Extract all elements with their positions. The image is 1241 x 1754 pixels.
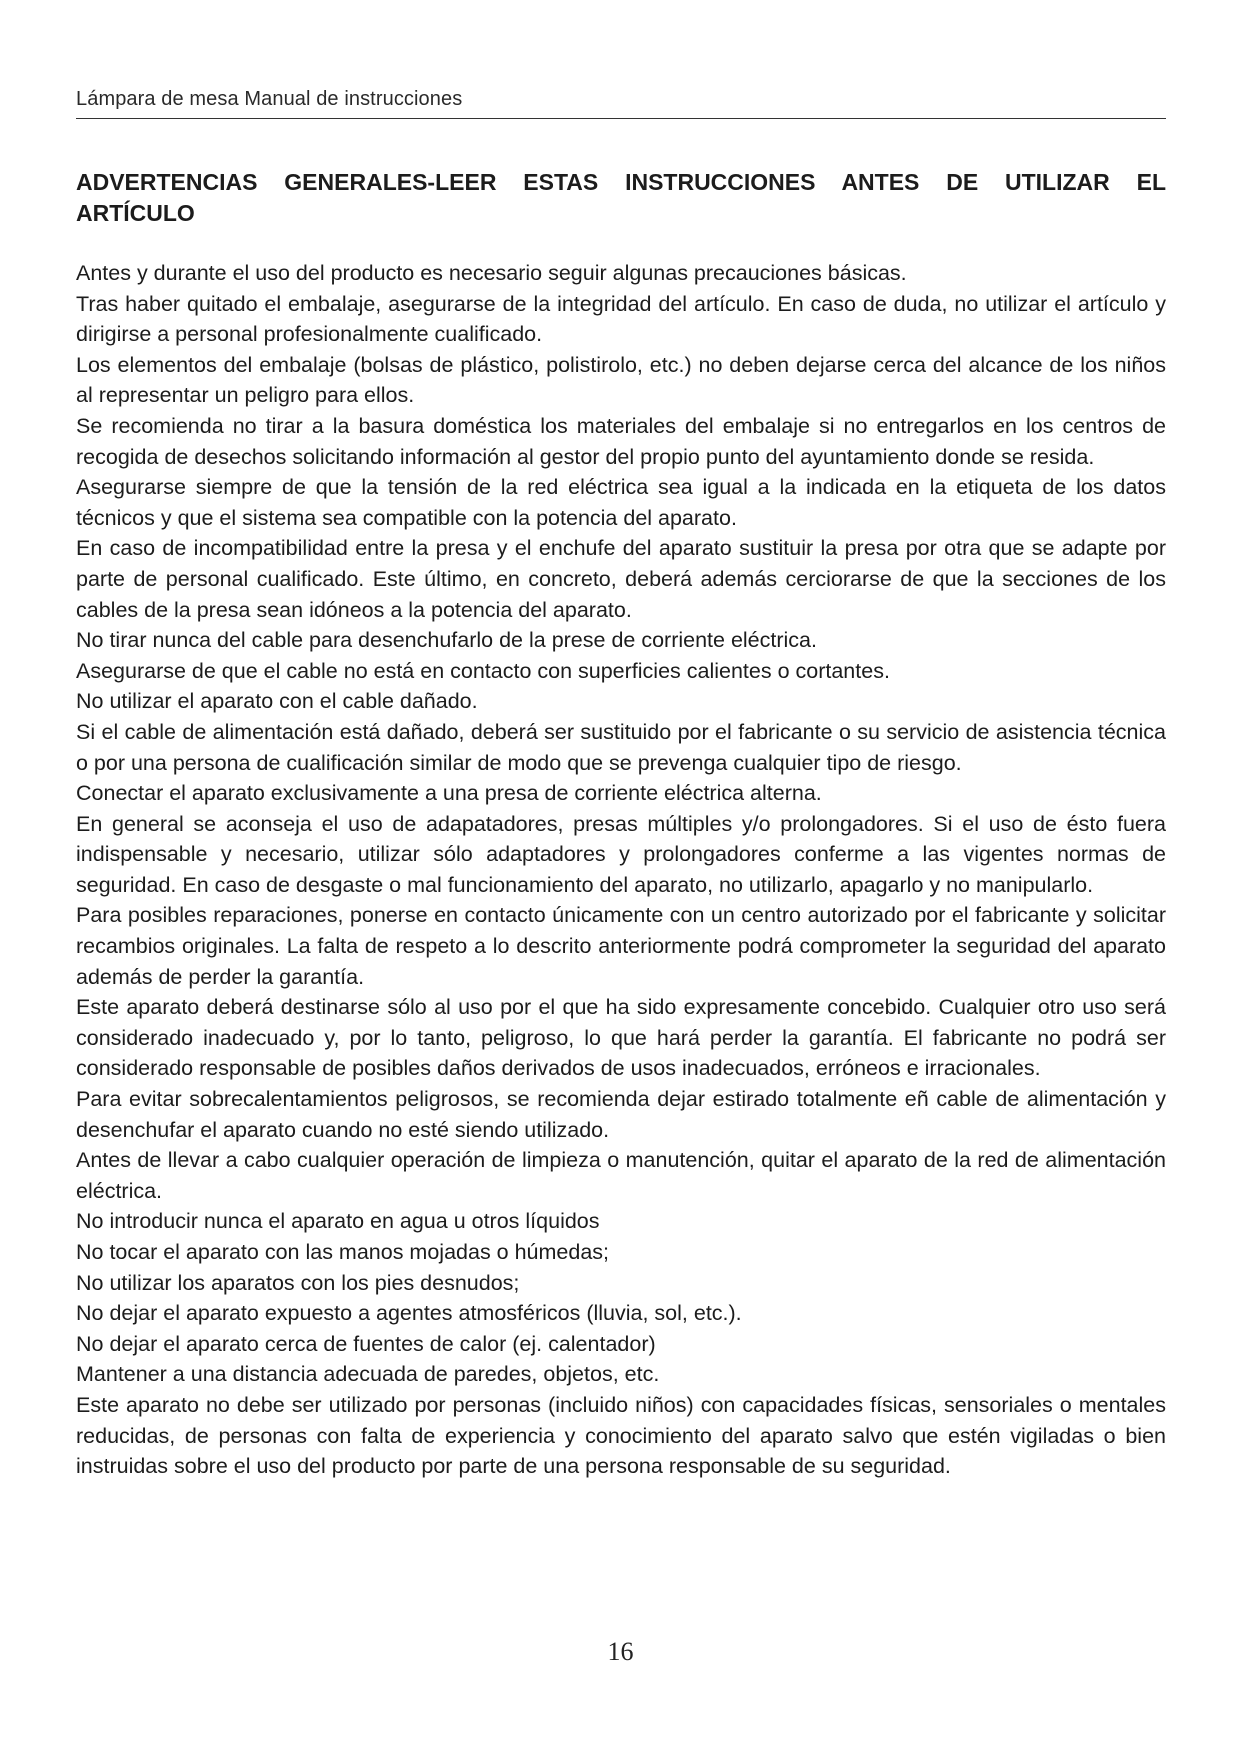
paragraph: Si el cable de alimentación está dañado, deberá ser sustituido por el fabricante o su servicio de asistencia técnica o por una persona de cualificación similar de modo que se prevenga cualquier tipo de riesgo. [76,719,1166,775]
paragraph: Asegurarse siempre de que la tensión de la red eléctrica sea igual a la indicada en la etiqueta de los datos técnicos y que el sistema sea compatible con la potencia del aparato. [76,475,1166,530]
paragraph: No dejar el aparato cerca de fuentes de calor (ej. calentador) [76,1331,656,1356]
paragraph: No tirar nunca del cable para desenchufarlo de la prese de corriente eléctrica. [76,628,817,653]
page-number: 16 [607,1637,634,1666]
paragraph: Antes y durante el uso del producto es necesario seguir algunas precauciones básicas. [76,261,907,285]
paragraph: Los elementos del embalaje (bolsas de plástico, polistirolo, etc.) no deben dejarse cerca del alcance de los niños al representar un peligro para ellos. [76,352,1166,408]
running-header: Lámpara de mesa Manual de instrucciones [76,88,463,110]
paragraph: Este aparato deberá destinarse sólo al uso por el que ha sido expresamente concebido. Cualquier otro uso será considerado inadecuado y, por lo tanto, peligroso, lo que hará perder la garantía. El fabricante no podrá ser considerado responsable de posibles daños derivados de usos inadecuados, erróneos e irracionales. [76,995,1166,1081]
paragraph: Mantener a una distancia adecuada de paredes, objetos, etc. [76,1362,660,1387]
warnings-body [76,258,1166,1482]
paragraph: Para posibles reparaciones, ponerse en contacto únicamente con un centro autorizado por el fabricante y solicitar recambios originales. La falta de respeto a lo descrito anteriormente podrá comprometer la seguridad del aparato además de perder la garantía. [76,903,1166,989]
paragraph: No introducir nunca el aparato en agua u otros líquidos [76,1209,600,1234]
paragraph: No utilizar los aparatos con los pies desnudos; [76,1270,520,1295]
paragraph: En caso de incompatibilidad entre la presa y el enchufe del aparato sustituir la presa por otra que se adapte por parte de personal cualificado. Este último, en concreto, deberá además cerciorarse de que la secciones de los cables de la presa sean idóneos a la potencia del aparato. [76,536,1166,622]
header-divider [76,118,1166,119]
paragraph: Para evitar sobrecalentamientos peligrosos, se recomienda dejar estirado totalmente eñ cable de alimentación y desenchufar el aparato cuando no esté siendo utilizado. [76,1087,1166,1142]
paragraph: No utilizar el aparato con el cable dañado. [76,689,478,714]
paragraph: Asegurarse de que el cable no está en contacto con superficies calientes o cortantes. [76,658,890,683]
paragraph: No dejar el aparato expuesto a agentes atmosféricos (lluvia, sol, etc.). [76,1301,742,1326]
paragraph: Se recomienda no tirar a la basura doméstica los materiales del embalaje si no entregarlos en los centros de recogida de desechos solicitando información al gestor del propio punto del ayuntamiento donde se resida. [76,413,1166,469]
paragraph: En general se aconseja el uso de adapatadores, presas múltiples y/o prolongadores. Si el uso de ésto fuera indispensable y necesario, utilizar sólo adaptadores y prolongadores conferme a las vigentes normas de seguridad. En caso de desgaste o mal funcionamiento del aparato, no utilizarlo, apagarlo y no manipularlo. [76,811,1166,897]
paragraph: No tocar el aparato con las manos mojadas o húmedas; [76,1240,610,1264]
paragraph: Este aparato no debe ser utilizado por personas (incluido niños) con capacidades físicas, sensoriales o mentales reducidas, de personas con falta de experiencia y conocimiento del aparato salvo que estén vigiladas o bien instruidas sobre el uso del producto por parte de una persona responsable de su seguridad. [76,1392,1166,1479]
paragraph: Antes de llevar a cabo cualquier operación de limpieza o manutención, quitar el aparato de la red de alimentación eléctrica. [76,1148,1166,1203]
paragraph: Tras haber quitado el embalaje, asegurarse de la integridad del artículo. En caso de duda, no utilizar el artículo y dirigirse a personal profesionalmente cualificado. [76,291,1166,347]
paragraph: Conectar el aparato exclusivamente a una presa de corriente eléctrica alterna. [76,781,822,806]
section-title: ADVERTENCIAS GENERALES-LEER ESTAS INSTRUCCIONES ANTES DE UTILIZAR EL ARTÍCULO [76,169,1166,226]
